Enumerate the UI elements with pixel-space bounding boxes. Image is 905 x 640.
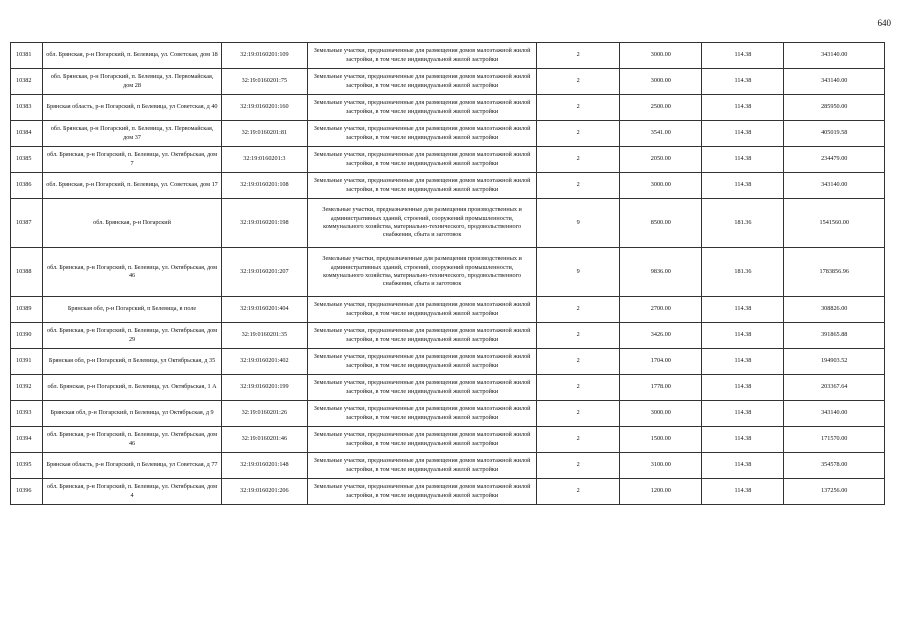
area-cell: 1500.00 bbox=[620, 427, 702, 453]
address-cell: Брянская обл, р-н Погарский, п Белевица, ул Октябрьская, д 9 bbox=[43, 401, 221, 427]
row-number-cell: 10394 bbox=[11, 427, 43, 453]
row-number-cell: 10388 bbox=[11, 248, 43, 297]
cadastral-number-cell: 32:19:0160201:404 bbox=[221, 297, 307, 323]
land-use-cell: Земельные участки, предназначенные для размещения домов малоэтажной жилой застройки, в том числе индивидуальной жилой застройки bbox=[308, 479, 537, 505]
row-number-cell: 10383 bbox=[11, 95, 43, 121]
land-use-cell: Земельные участки, предназначенные для размещения домов малоэтажной жилой застройки, в том числе индивидуальной жилой застройки bbox=[308, 453, 537, 479]
cadastral-value-cell: 405019.58 bbox=[784, 121, 885, 147]
cadastral-number-cell: 32:19:0160201:148 bbox=[221, 453, 307, 479]
row-number-cell: 10396 bbox=[11, 479, 43, 505]
cadastral-value-cell: 234479.00 bbox=[784, 147, 885, 173]
address-cell: Брянская обл, р-н Погарский, п Белевица, ул Октябрьская, д 35 bbox=[43, 349, 221, 375]
row-number-cell: 10389 bbox=[11, 297, 43, 323]
table-row bbox=[11, 173, 885, 199]
specific-value-cell: 114.38 bbox=[702, 453, 784, 479]
land-registry-table bbox=[10, 42, 885, 505]
zone-group-cell: 2 bbox=[537, 323, 620, 349]
table-row bbox=[11, 95, 885, 121]
cadastral-number-cell: 32:19:0160201:75 bbox=[221, 69, 307, 95]
specific-value-cell: 114.38 bbox=[702, 69, 784, 95]
address-cell: обл. Брянская, р-н Погарский, п. Белевица, ул. Октябрьская, дом 29 bbox=[43, 323, 221, 349]
address-cell: обл. Брянская, р-н Погарский, п. Белевица, ул. Октябрьская, дом 7 bbox=[43, 147, 221, 173]
cadastral-value-cell: 354578.00 bbox=[784, 453, 885, 479]
specific-value-cell: 181.36 bbox=[702, 248, 784, 297]
table-row bbox=[11, 375, 885, 401]
zone-group-cell: 2 bbox=[537, 147, 620, 173]
row-number-cell: 10395 bbox=[11, 453, 43, 479]
specific-value-cell: 114.38 bbox=[702, 427, 784, 453]
area-cell: 1704.00 bbox=[620, 349, 702, 375]
row-number-cell: 10392 bbox=[11, 375, 43, 401]
area-cell: 3000.00 bbox=[620, 401, 702, 427]
land-use-cell: Земельные участки, предназначенные для размещения домов малоэтажной жилой застройки, в том числе индивидуальной жилой застройки bbox=[308, 427, 537, 453]
land-use-cell: Земельные участки, предназначенные для размещения домов малоэтажной жилой застройки, в том числе индивидуальной жилой застройки bbox=[308, 69, 537, 95]
cadastral-value-cell: 391865.88 bbox=[784, 323, 885, 349]
zone-group-cell: 2 bbox=[537, 427, 620, 453]
area-cell: 3000.00 bbox=[620, 173, 702, 199]
land-use-cell: Земельные участки, предназначенные для размещения домов малоэтажной жилой застройки, в том числе индивидуальной жилой застройки bbox=[308, 349, 537, 375]
cadastral-value-cell: 1541560.00 bbox=[784, 199, 885, 248]
land-use-cell: Земельные участки, предназначенные для размещения домов малоэтажной жилой застройки, в том числе индивидуальной жилой застройки bbox=[308, 401, 537, 427]
zone-group-cell: 2 bbox=[537, 173, 620, 199]
table-row bbox=[11, 401, 885, 427]
zone-group-cell: 2 bbox=[537, 349, 620, 375]
cadastral-number-cell: 32:19:0160201:46 bbox=[221, 427, 307, 453]
land-use-cell: Земельные участки, предназначенные для размещения домов малоэтажной жилой застройки, в том числе индивидуальной жилой застройки bbox=[308, 375, 537, 401]
land-use-cell: Земельные участки, предназначенные для размещения домов малоэтажной жилой застройки, в том числе индивидуальной жилой застройки bbox=[308, 95, 537, 121]
land-use-cell: Земельные участки, предназначенные для размещения домов малоэтажной жилой застройки, в том числе индивидуальной жилой застройки bbox=[308, 121, 537, 147]
cadastral-value-cell: 137256.00 bbox=[784, 479, 885, 505]
page-number: 640 bbox=[877, 18, 891, 28]
zone-group-cell: 9 bbox=[537, 248, 620, 297]
area-cell: 2500.00 bbox=[620, 95, 702, 121]
land-use-cell: Земельные участки, предназначенные для размещения производственных и административных зданий, строений, сооружений промышленности, коммунального хозяйства, материально-технического, продовольственного снабжения, сбыта и заготовок bbox=[308, 199, 537, 248]
cadastral-number-cell: 32:19:0160201:81 bbox=[221, 121, 307, 147]
zone-group-cell: 2 bbox=[537, 121, 620, 147]
specific-value-cell: 114.38 bbox=[702, 95, 784, 121]
cadastral-number-cell: 32:19:0160201:3 bbox=[221, 147, 307, 173]
address-cell: обл. Брянская, р-н Погарский, п. Белевица, ул. Советская, дом 18 bbox=[43, 43, 221, 69]
zone-group-cell: 9 bbox=[537, 199, 620, 248]
table-row bbox=[11, 147, 885, 173]
table-row bbox=[11, 121, 885, 147]
cadastral-number-cell: 32:19:0160201:206 bbox=[221, 479, 307, 505]
cadastral-number-cell: 32:19:0160201:199 bbox=[221, 375, 307, 401]
cadastral-number-cell: 32:19:0160201:26 bbox=[221, 401, 307, 427]
land-use-cell: Земельные участки, предназначенные для размещения домов малоэтажной жилой застройки, в том числе индивидуальной жилой застройки bbox=[308, 43, 537, 69]
cadastral-value-cell: 343140.00 bbox=[784, 401, 885, 427]
zone-group-cell: 2 bbox=[537, 375, 620, 401]
row-number-cell: 10385 bbox=[11, 147, 43, 173]
cadastral-number-cell: 32:19:0160201:35 bbox=[221, 323, 307, 349]
address-cell: обл. Брянская, р-н Погарский bbox=[43, 199, 221, 248]
address-cell: Брянская область, р-н Погарский, п Белевица, ул Советская, д 40 bbox=[43, 95, 221, 121]
zone-group-cell: 2 bbox=[537, 95, 620, 121]
table-row bbox=[11, 479, 885, 505]
cadastral-number-cell: 32:19:0160201:402 bbox=[221, 349, 307, 375]
area-cell: 3000.00 bbox=[620, 43, 702, 69]
table-row bbox=[11, 453, 885, 479]
cadastral-number-cell: 32:19:0160201:207 bbox=[221, 248, 307, 297]
area-cell: 2050.00 bbox=[620, 147, 702, 173]
table-row bbox=[11, 349, 885, 375]
table-body bbox=[11, 43, 885, 505]
land-use-cell: Земельные участки, предназначенные для размещения производственных и административных зданий, строений, сооружений промышленности, коммунального хозяйства, материально-технического, продовольственного снабжения, сбыта и заготовок bbox=[308, 248, 537, 297]
row-number-cell: 10384 bbox=[11, 121, 43, 147]
cadastral-number-cell: 32:19:0160201:198 bbox=[221, 199, 307, 248]
land-use-cell: Земельные участки, предназначенные для размещения домов малоэтажной жилой застройки, в том числе индивидуальной жилой застройки bbox=[308, 147, 537, 173]
address-cell: обл. Брянская, р-н Погарский, п. Белевица, ул. Первомайская, дом 37 bbox=[43, 121, 221, 147]
table-row bbox=[11, 199, 885, 248]
specific-value-cell: 181.36 bbox=[702, 199, 784, 248]
specific-value-cell: 114.38 bbox=[702, 297, 784, 323]
table-row bbox=[11, 427, 885, 453]
cadastral-number-cell: 32:19:0160201:108 bbox=[221, 173, 307, 199]
area-cell: 3100.00 bbox=[620, 453, 702, 479]
specific-value-cell: 114.38 bbox=[702, 43, 784, 69]
specific-value-cell: 114.38 bbox=[702, 147, 784, 173]
address-cell: обл. Брянская, р-н Погарский, п. Белевица, ул. Первомайская, дом 28 bbox=[43, 69, 221, 95]
area-cell: 8500.00 bbox=[620, 199, 702, 248]
zone-group-cell: 2 bbox=[537, 43, 620, 69]
address-cell: обл. Брянская, р-н Погарский, п. Белевица, ул. Октябрьская, 1 А bbox=[43, 375, 221, 401]
cadastral-number-cell: 32:19:0160201:109 bbox=[221, 43, 307, 69]
area-cell: 1778.00 bbox=[620, 375, 702, 401]
zone-group-cell: 2 bbox=[537, 479, 620, 505]
zone-group-cell: 2 bbox=[537, 69, 620, 95]
cadastral-value-cell: 343140.00 bbox=[784, 69, 885, 95]
area-cell: 2700.00 bbox=[620, 297, 702, 323]
cadastral-value-cell: 343140.00 bbox=[784, 173, 885, 199]
zone-group-cell: 2 bbox=[537, 401, 620, 427]
address-cell: обл. Брянская, р-н Погарский, п. Белевица, ул. Октябрьская, дом 46 bbox=[43, 248, 221, 297]
row-number-cell: 10381 bbox=[11, 43, 43, 69]
zone-group-cell: 2 bbox=[537, 297, 620, 323]
area-cell: 3000.00 bbox=[620, 69, 702, 95]
cadastral-value-cell: 308826.00 bbox=[784, 297, 885, 323]
row-number-cell: 10387 bbox=[11, 199, 43, 248]
zone-group-cell: 2 bbox=[537, 453, 620, 479]
cadastral-value-cell: 194903.52 bbox=[784, 349, 885, 375]
area-cell: 3541.00 bbox=[620, 121, 702, 147]
row-number-cell: 10393 bbox=[11, 401, 43, 427]
row-number-cell: 10382 bbox=[11, 69, 43, 95]
row-number-cell: 10386 bbox=[11, 173, 43, 199]
land-use-cell: Земельные участки, предназначенные для размещения домов малоэтажной жилой застройки, в том числе индивидуальной жилой застройки bbox=[308, 173, 537, 199]
row-number-cell: 10390 bbox=[11, 323, 43, 349]
cadastral-value-cell: 1783856.96 bbox=[784, 248, 885, 297]
specific-value-cell: 114.38 bbox=[702, 173, 784, 199]
area-cell: 9836.00 bbox=[620, 248, 702, 297]
address-cell: обл. Брянская, р-н Погарский, п. Белевица, ул. Октябрьская, дом 46 bbox=[43, 427, 221, 453]
table-row bbox=[11, 248, 885, 297]
address-cell: Брянская обл, р-н Погарский, п Белевица, в поле bbox=[43, 297, 221, 323]
cadastral-number-cell: 32:19:0160201:160 bbox=[221, 95, 307, 121]
specific-value-cell: 114.38 bbox=[702, 323, 784, 349]
row-number-cell: 10391 bbox=[11, 349, 43, 375]
specific-value-cell: 114.38 bbox=[702, 349, 784, 375]
area-cell: 3426.00 bbox=[620, 323, 702, 349]
land-use-cell: Земельные участки, предназначенные для размещения домов малоэтажной жилой застройки, в том числе индивидуальной жилой застройки bbox=[308, 323, 537, 349]
cadastral-value-cell: 343140.00 bbox=[784, 43, 885, 69]
table-row bbox=[11, 69, 885, 95]
specific-value-cell: 114.38 bbox=[702, 479, 784, 505]
address-cell: обл. Брянская, р-н Погарский, п. Белевица, ул. Октябрьская, дом 4 bbox=[43, 479, 221, 505]
land-use-cell: Земельные участки, предназначенные для размещения домов малоэтажной жилой застройки, в том числе индивидуальной жилой застройки bbox=[308, 297, 537, 323]
specific-value-cell: 114.38 bbox=[702, 121, 784, 147]
address-cell: обл. Брянская, р-н Погарский, п. Белевица, ул. Советская, дом 17 bbox=[43, 173, 221, 199]
cadastral-value-cell: 203367.64 bbox=[784, 375, 885, 401]
cadastral-value-cell: 171570.00 bbox=[784, 427, 885, 453]
cadastral-value-cell: 285950.00 bbox=[784, 95, 885, 121]
table-row bbox=[11, 323, 885, 349]
table-row bbox=[11, 297, 885, 323]
area-cell: 1200.00 bbox=[620, 479, 702, 505]
table-row bbox=[11, 43, 885, 69]
specific-value-cell: 114.38 bbox=[702, 375, 784, 401]
specific-value-cell: 114.38 bbox=[702, 401, 784, 427]
address-cell: Брянская область, р-н Погарский, п Белевица, ул Советская, д 77 bbox=[43, 453, 221, 479]
